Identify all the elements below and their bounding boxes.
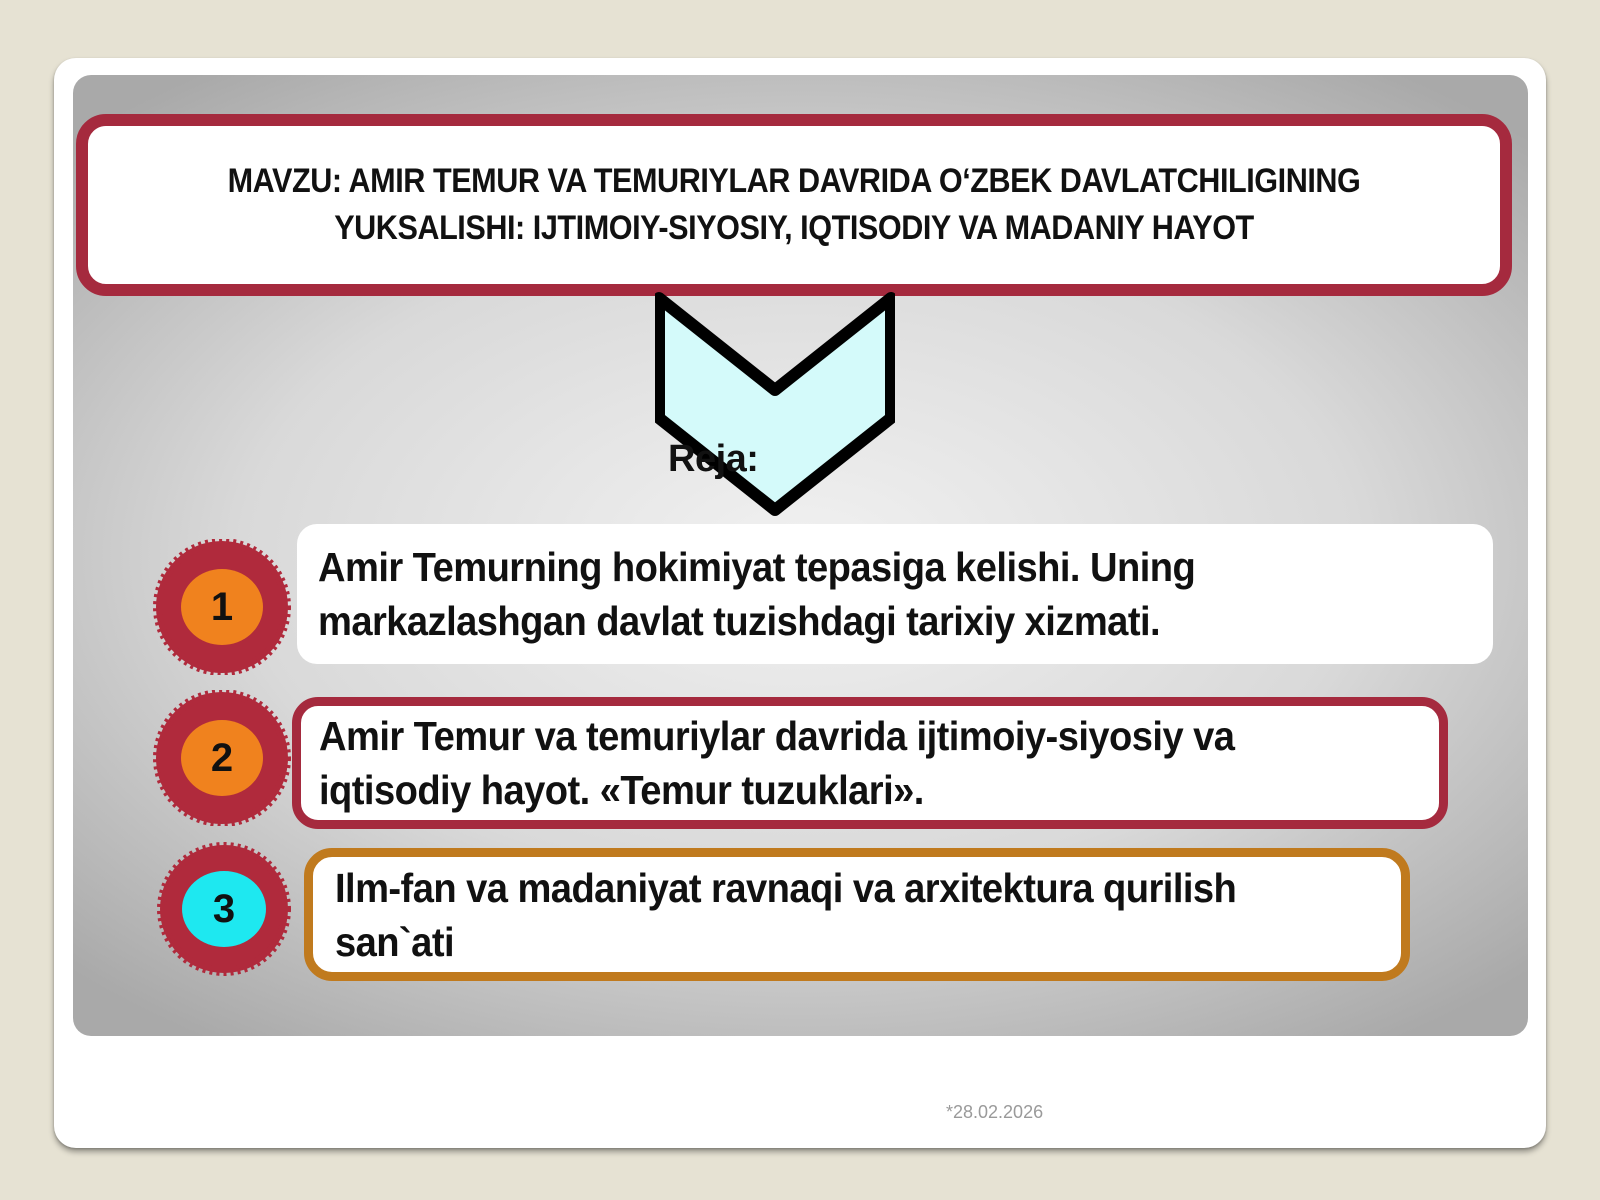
badge-number-1: 1 bbox=[210, 584, 234, 629]
slide-date: *28.02.2026 bbox=[946, 1102, 1044, 1122]
slide-title: MAVZU: AMIR TEMUR VA TEMURIYLAR DAVRIDA O‘ZBEK DAVLATCHILIGINING YUKSALISHI: IJTIMOIY-SIYOSIY, IQTISODIY VA MADANIY HAYOT bbox=[227, 162, 1361, 247]
badge-number-2: 2 bbox=[210, 735, 234, 780]
plan-item-3 bbox=[304, 848, 1410, 981]
badge-number-3: 3 bbox=[212, 886, 236, 931]
number-badge-3 bbox=[152, 841, 296, 977]
number-badge-2 bbox=[150, 690, 294, 826]
plan-item-1 bbox=[297, 524, 1493, 664]
number-badge-1 bbox=[150, 539, 294, 675]
title-box bbox=[76, 114, 1512, 296]
plan-item-1-text: Amir Temurning hokimiyat tepasiga kelishi. Uning markazlashgan davlat tuzishdagi tarixiy xizmati. bbox=[318, 544, 1196, 644]
plan-item-2 bbox=[292, 697, 1448, 829]
plan-item-3-text: Ilm-fan va madaniyat ravnaqi va arxitektura qurilish san`ati bbox=[335, 864, 1237, 965]
chevron-down-icon bbox=[655, 288, 895, 518]
plan-label: Reja: bbox=[668, 438, 759, 480]
plan-item-2-text: Amir Temur va temuriylar davrida ijtimoiy-siyosiy va iqtisodiy hayot. «Temur tuzuklari». bbox=[319, 713, 1235, 813]
